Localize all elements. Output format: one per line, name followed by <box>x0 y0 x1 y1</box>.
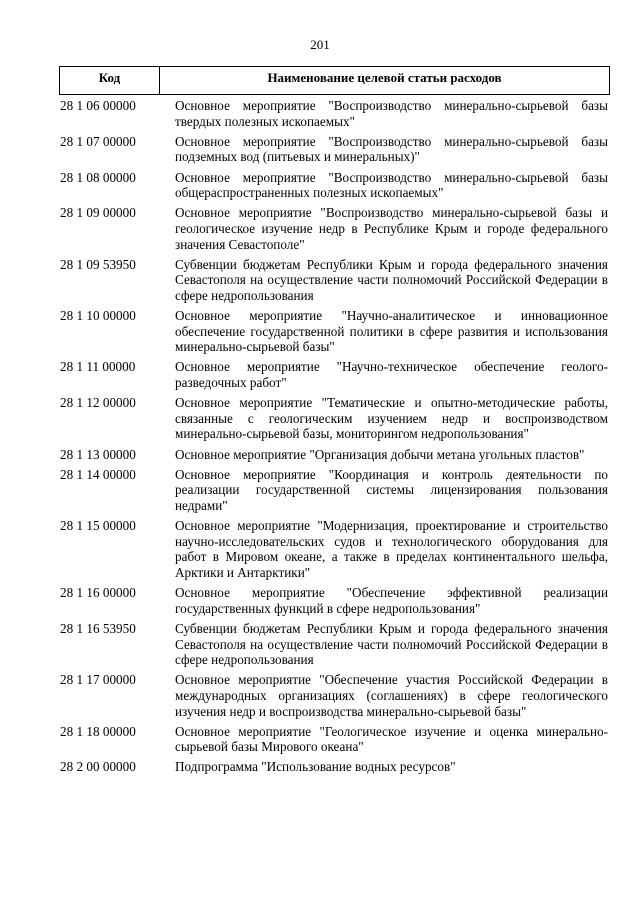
row-code: 28 1 10 00000 <box>60 308 136 324</box>
budget-code-table <box>59 66 610 780</box>
table-row <box>59 134 610 165</box>
row-name: Основное мероприятие "Воспроизводство минерально-сырьевой базы подземных вод (питьевых и минеральных)" <box>175 133 608 165</box>
row-code: 28 2 00 00000 <box>60 759 136 775</box>
row-name: Основное мероприятие "Организация добычи метана угольных пластов" <box>175 446 585 462</box>
row-name: Основное мероприятие "Геологическое изучение и оценка минерально-сырьевой базы Мирового океана" <box>175 723 608 755</box>
row-name: Основное мероприятие "Обеспечение эффективной реализации государственных функций в сфере недропользования" <box>175 585 608 616</box>
table-row <box>59 759 610 775</box>
row-code: 28 1 16 53950 <box>60 620 136 636</box>
row-name: Основное мероприятие "Обеспечение участия Российской Федерации в международных организациях (соглашениях) в сфере геологического изучения недр и воспроизводства минерально-сырьевой базы" <box>175 672 608 719</box>
table-row <box>59 98 610 129</box>
table-row <box>59 585 610 616</box>
row-name: Основное мероприятие "Воспроизводство минерально-сырьевой базы общераспространенных полезных ископаемых" <box>175 169 608 201</box>
table-body <box>59 98 610 775</box>
row-code: 28 1 09 00000 <box>60 205 136 221</box>
table-row <box>59 447 610 463</box>
table-row <box>59 170 610 201</box>
table-row <box>59 205 610 252</box>
row-code: 28 1 06 00000 <box>60 98 136 113</box>
table-row <box>59 308 610 355</box>
row-code: 28 1 11 00000 <box>60 359 136 375</box>
row-name: Субвенции бюджетам Республики Крым и города федерального значения Севастополя на осуществление части полномочий Российской Федерации в сфере недропользования <box>175 256 608 303</box>
row-code: 28 1 13 00000 <box>60 446 136 462</box>
row-name: Основное мероприятие "Модернизация, проектирование и строительство научно-исследовательских судов и технологического оборудования для работ в Мировом океане, а также в пределах континентального шельфа, Арктики и Антарктики" <box>175 518 608 580</box>
row-name: Основное мероприятие "Научно-аналитическое и инновационное обеспечение государственной политики в сфере развития и использования минерально-сырьевой базы" <box>175 308 608 355</box>
table-row <box>59 518 610 580</box>
row-name: Основное мероприятие "Воспроизводство минерально-сырьевой базы и геологическое изучение недр в Республике Крым и городе федерального значения Севастополе" <box>175 205 608 252</box>
table-row <box>59 724 610 755</box>
table-row <box>59 672 610 719</box>
table-row <box>59 621 610 668</box>
row-code: 28 1 09 53950 <box>60 256 136 272</box>
page-number: 201 <box>310 37 330 52</box>
row-code: 28 1 17 00000 <box>60 672 136 688</box>
row-name: Основное мероприятие "Координация и контроль деятельности по реализации государственной системы лицензирования пользования недрами" <box>175 466 608 513</box>
row-code: 28 1 07 00000 <box>60 133 136 149</box>
table-row <box>59 395 610 442</box>
row-name: Подпрограмма "Использование водных ресурсов" <box>175 759 456 775</box>
row-code: 28 1 18 00000 <box>60 723 136 739</box>
row-code: 28 1 15 00000 <box>60 518 136 534</box>
row-code: 28 1 12 00000 <box>60 395 136 411</box>
row-code: 28 1 08 00000 <box>60 169 136 185</box>
table-row <box>59 359 610 390</box>
table-header <box>59 66 610 95</box>
row-name: Основное мероприятие "Научно-техническое обеспечение геолого-разведочных работ" <box>175 359 608 391</box>
header-code: Код <box>60 67 160 94</box>
row-code: 28 1 16 00000 <box>60 585 136 601</box>
row-code: 28 1 14 00000 <box>60 466 136 482</box>
row-name: Основное мероприятие "Тематические и опытно-методические работы, связанные с геологическим изучением недр и воспроизводством минерально-сырьевой базы, мониторингом недропользования" <box>175 395 608 442</box>
row-name: Основное мероприятие "Воспроизводство минерально-сырьевой базы твердых полезных ископаемых" <box>175 98 608 129</box>
table-row <box>59 257 610 304</box>
table-row <box>59 467 610 514</box>
header-name: Наименование целевой статьи расходов <box>267 70 502 85</box>
row-name: Субвенции бюджетам Республики Крым и города федерального значения Севастополя на осуществление части полномочий Российской Федерации в сфере недропользования <box>175 620 608 668</box>
